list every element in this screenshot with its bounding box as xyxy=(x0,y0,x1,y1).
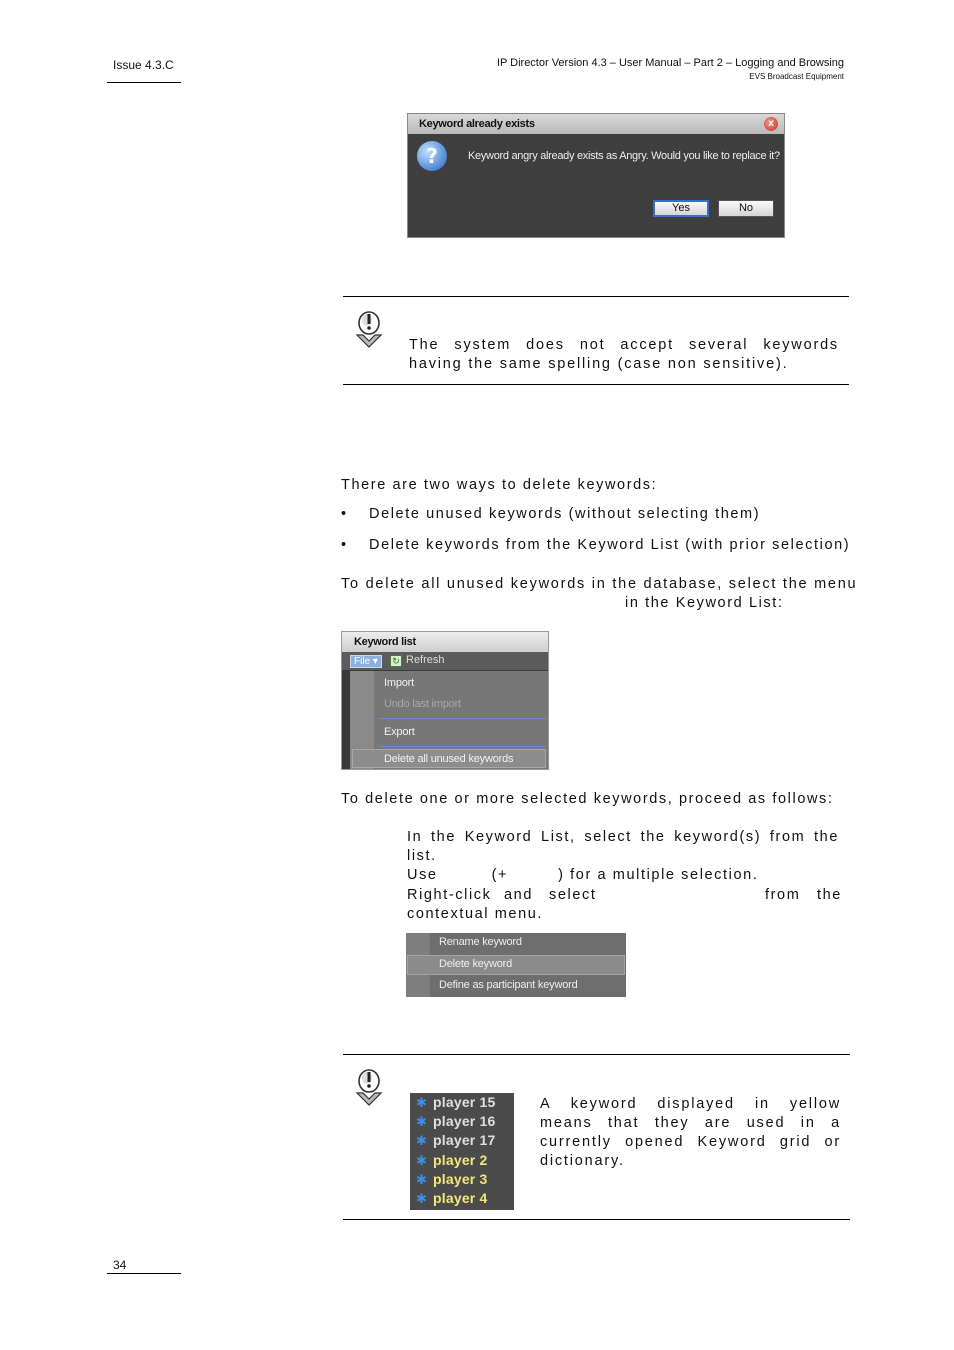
person-icon: ✱ xyxy=(416,1173,428,1188)
note-top-rule xyxy=(343,296,849,297)
menu-item-delete-keyword[interactable]: Delete keyword xyxy=(439,958,513,970)
file-menu-button[interactable]: File ▾ xyxy=(350,655,382,668)
intro-paragraph: There are two ways to delete keywords: xyxy=(341,477,658,493)
keyword-exists-dialog xyxy=(407,113,785,238)
menu-item-import[interactable]: Import xyxy=(384,677,414,689)
selected-intro-paragraph: To delete one or more selected keywords, proceed as follows: xyxy=(341,791,834,807)
person-icon: ✱ xyxy=(416,1134,428,1149)
menu-separator xyxy=(378,746,546,747)
note-icon xyxy=(353,1067,385,1107)
page-number: 34 xyxy=(113,1258,127,1272)
unused-paragraph-line1: To delete all unused keywords in the database, select the menu xyxy=(341,576,858,592)
note2-bottom-rule xyxy=(343,1219,850,1220)
menu-item-rename-keyword[interactable]: Rename keyword xyxy=(439,936,522,948)
header-title-block xyxy=(497,57,844,83)
question-icon: ? xyxy=(417,141,447,171)
list-item: ✱ player 4 xyxy=(416,1190,488,1207)
keyword-list-toolbar xyxy=(342,652,548,670)
dialog-title: Keyword already exists xyxy=(419,118,535,130)
keyword-list-panel xyxy=(341,631,549,770)
menu-item-export[interactable]: Export xyxy=(384,726,415,738)
menu-item-undo-last-import: Undo last import xyxy=(384,698,461,710)
menu-item-delete-all-unused[interactable]: Delete all unused keywords xyxy=(384,753,514,765)
header-title: IP Director Version 4.3 – User Manual – Part 2 – Logging and Browsing xyxy=(496,57,844,69)
note-icon xyxy=(353,309,385,349)
list-item: ✱ player 17 xyxy=(416,1132,496,1149)
footer-rule xyxy=(107,1273,181,1274)
note2-text: A keyword displayed in yellow means that they are used in a currently opened Keyword grid or dictionary. xyxy=(540,1096,841,1169)
step1: In the Keyword List, select the keyword(s) from the list. Use (+ ) for a multiple selection. xyxy=(407,829,839,883)
keyword-players-list xyxy=(410,1093,514,1210)
header-issue: Issue 4.3.C xyxy=(113,58,174,72)
step2: Right-click and select from the contextual menu. xyxy=(407,887,842,922)
person-icon: ✱ xyxy=(416,1192,428,1207)
refresh-icon[interactable]: ↻ xyxy=(390,655,402,667)
list-item: ✱ player 3 xyxy=(416,1171,488,1188)
dialog-title-bar xyxy=(408,114,784,134)
refresh-button[interactable]: Refresh xyxy=(406,654,445,666)
list-item: ✱ player 16 xyxy=(416,1113,496,1130)
list-item: ✱ player 15 xyxy=(416,1094,496,1111)
dialog-message: Keyword angry already exists as Angry. Would you like to replace it? xyxy=(468,150,780,162)
bullet-item: • Delete keywords from the Keyword List (with prior selection) xyxy=(341,537,851,553)
list-item: ✱ player 2 xyxy=(416,1152,488,1169)
note-bottom-rule xyxy=(343,384,849,385)
person-icon: ✱ xyxy=(416,1096,428,1111)
file-dropdown-menu xyxy=(350,671,548,769)
person-icon: ✱ xyxy=(416,1115,428,1130)
menu-separator xyxy=(378,718,546,719)
header-rule xyxy=(107,82,181,83)
header-company: EVS Broadcast Equipment xyxy=(749,72,844,81)
note-text: The system does not accept several keywords having the same spelling (case non sensitive). xyxy=(409,337,839,372)
keyword-list-title: Keyword list xyxy=(342,632,548,652)
menu-item-define-participant[interactable]: Define as participant keyword xyxy=(439,979,578,991)
unused-paragraph-line2: in the Keyword List: xyxy=(625,595,784,611)
bullet-item: • Delete unused keywords (without selecting them) xyxy=(341,506,761,522)
yes-button[interactable]: Yes xyxy=(653,200,709,217)
person-icon: ✱ xyxy=(416,1154,428,1169)
no-button[interactable]: No xyxy=(718,200,774,217)
close-icon[interactable]: x xyxy=(764,117,778,131)
note2-top-rule xyxy=(343,1054,850,1055)
keyword-context-menu xyxy=(406,933,626,997)
